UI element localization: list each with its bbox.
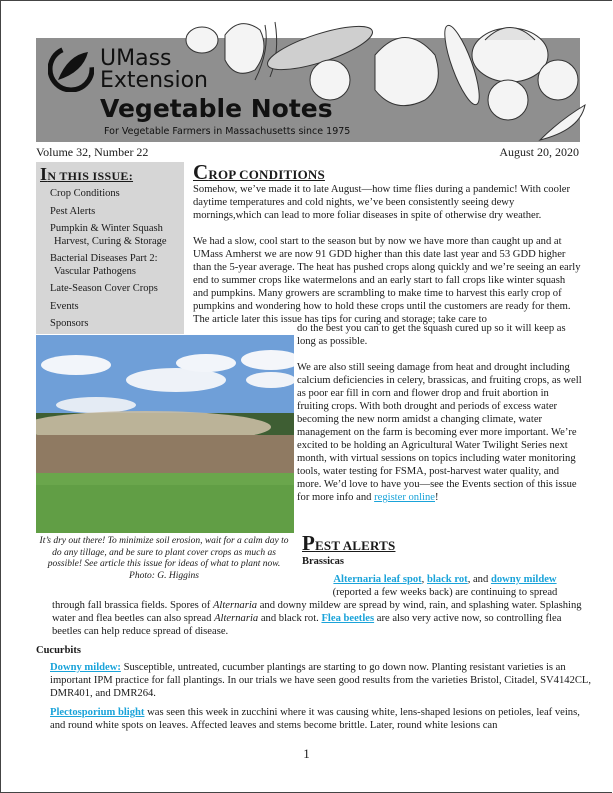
brassicas-text: through fall brassica fields. Spores of Alternaria and downy mildew are spread by wind, rain, and splashing water. Splashing water and flea beetles can also spread Alternaria and black rot. Flea beetles are also very active now, so controlling flea beetles can help reduce spread of disease. bbox=[52, 600, 582, 637]
crop-conditions-p3: We are also still seeing damage from heat and drought including calcium deficiencies in celery, brassicas, and fruiting crops, as well as poor ear fill in corn and flower drop and fruit abortion in fruiting crops. With both drought and periods of excess water becoming the new norm amidst a changing climate, water management on the farm is becoming ever more important. We’re excited to be holding an Agricultural Water Twilight Series next month, with virtual sessions on topics including water monitoring tools, water testing for FSMA, post-harvest water quality, and more. We’d love to have you—see the Events section of this issue for more info and register online! bbox=[297, 362, 582, 503]
in-this-issue-box bbox=[36, 162, 184, 334]
toc-item-bacterial-diseases[interactable]: Bacterial Diseases Part 2: Vascular Pathogens bbox=[50, 253, 158, 277]
plectosporium-blight-link[interactable]: Plectosporium blight bbox=[50, 707, 145, 718]
toc-item-sponsors[interactable]: Sponsors bbox=[50, 318, 89, 329]
org-name-line2: Extension bbox=[100, 68, 209, 93]
peapod-icon bbox=[540, 105, 585, 140]
downy-mildew-brassica-link[interactable]: downy mildew bbox=[490, 574, 557, 585]
brassicas-links-line: Alternaria leaf spot, black rot, and downy mildew (reported a few weeks back) are continuing to spread bbox=[332, 574, 558, 598]
brassicas-subheading: Brassicas bbox=[302, 556, 344, 567]
umass-extension-logo-icon bbox=[48, 46, 94, 92]
toc-item-pumpkin-squash[interactable]: Pumpkin & Winter Squash Harvest, Curing & Storage bbox=[50, 223, 167, 247]
cucurbits-plectosporium-text: Plectosporium blight was seen this week in zucchini where it was causing white, lens-shaped lesions on petioles, leaf veins, and round white spots on leaves. Affected leaves and stems become brittle. Later, round white lesions can bbox=[50, 707, 580, 731]
crop-conditions-p1: Somehow, we’ve made it to late August—how time flies during a pandemic! With cooler daytime temperatures and cold nights, we’ve been consistently seeing dewy mornings,which can lead to more foliar diseases in spite of otherwise dry weather. bbox=[193, 184, 571, 221]
crop-conditions-p2-cont: do the best you can to get the squash cured up so it will keep as long as possible. bbox=[297, 323, 566, 347]
vegetable-illustration bbox=[180, 10, 600, 145]
publication-title: Vegetable Notes bbox=[100, 94, 333, 123]
volume-number: Volume 32, Number 22 bbox=[36, 145, 149, 159]
alternaria-leaf-spot-link[interactable]: Alternaria leaf spot bbox=[333, 574, 422, 585]
garlic-icon bbox=[186, 27, 218, 53]
toc-item-events[interactable]: Events bbox=[50, 300, 79, 312]
photo-credit: Photo: G. Higgins bbox=[129, 570, 199, 581]
cucurbits-subheading: Cucurbits bbox=[36, 645, 81, 656]
pest-alerts-heading: PEST ALERTS bbox=[302, 531, 396, 555]
pepper-icon bbox=[225, 24, 264, 74]
issue-date: August 20, 2020 bbox=[499, 145, 579, 159]
downy-mildew-cucurbit-link[interactable]: Downy mildew: bbox=[50, 662, 121, 673]
page-number: 1 bbox=[303, 746, 310, 761]
dust-tillage-photo bbox=[36, 335, 294, 533]
tomato-icon bbox=[488, 80, 528, 120]
crop-conditions-p2: We had a slow, cool start to the season but by now we have more than caught up and at UMass Amherst we are now 91 GDD higher than this date last year and 53 GDD higher than the 5-year average. The heat has pushed crops along quickly and we’re seeing an early end to summer crops like watermelons and an early start to fall crops like winter squash and pumpkins. Many growers are scrambling to make time to harvest this early crop of pumpkins and wondering how to hold these crops until the customers are ready for them. The article later this issue has tips for curing and storage; take care to bbox=[193, 236, 581, 325]
cucurbits-downy-mildew-text: Downy mildew: Susceptible, untreated, cucumber plantings are starting to go down now. Planting resistant varieties is an important IPM practice for fall plantings. In our trials we have seen good results from the varieties Bristol, Citadel, SV4142CL, DMR401, and DMR264. bbox=[50, 662, 592, 699]
black-rot-link[interactable]: black rot bbox=[426, 574, 468, 585]
flea-beetles-link[interactable]: Flea beetles bbox=[321, 613, 375, 624]
photo-caption: It’s dry out there! To minimize soil erosion, wait for a calm day to do any tillage, and be sure to plant cover crops as much as possible! See article this issue for ideas of what to plant now. Photo: G. Higgins bbox=[39, 536, 289, 581]
cabbage-icon bbox=[375, 38, 438, 106]
toc-item-crop-conditions[interactable]: Crop Conditions bbox=[50, 188, 120, 199]
register-online-link[interactable]: register online bbox=[374, 492, 435, 503]
publication-tagline: For Vegetable Farmers in Massachusetts since 1975 bbox=[104, 126, 351, 137]
toc-item-cover-crops[interactable]: Late-Season Cover Crops bbox=[50, 283, 158, 294]
toc-item-pest-alerts[interactable]: Pest Alerts bbox=[50, 205, 96, 217]
org-name-line1: UMass bbox=[100, 46, 172, 71]
tomato-icon bbox=[538, 60, 578, 100]
toc-list bbox=[50, 188, 184, 336]
crop-conditions-heading: CROP CONDITIONS bbox=[193, 160, 325, 184]
toc-heading: IN THIS ISSUE: bbox=[40, 164, 134, 184]
